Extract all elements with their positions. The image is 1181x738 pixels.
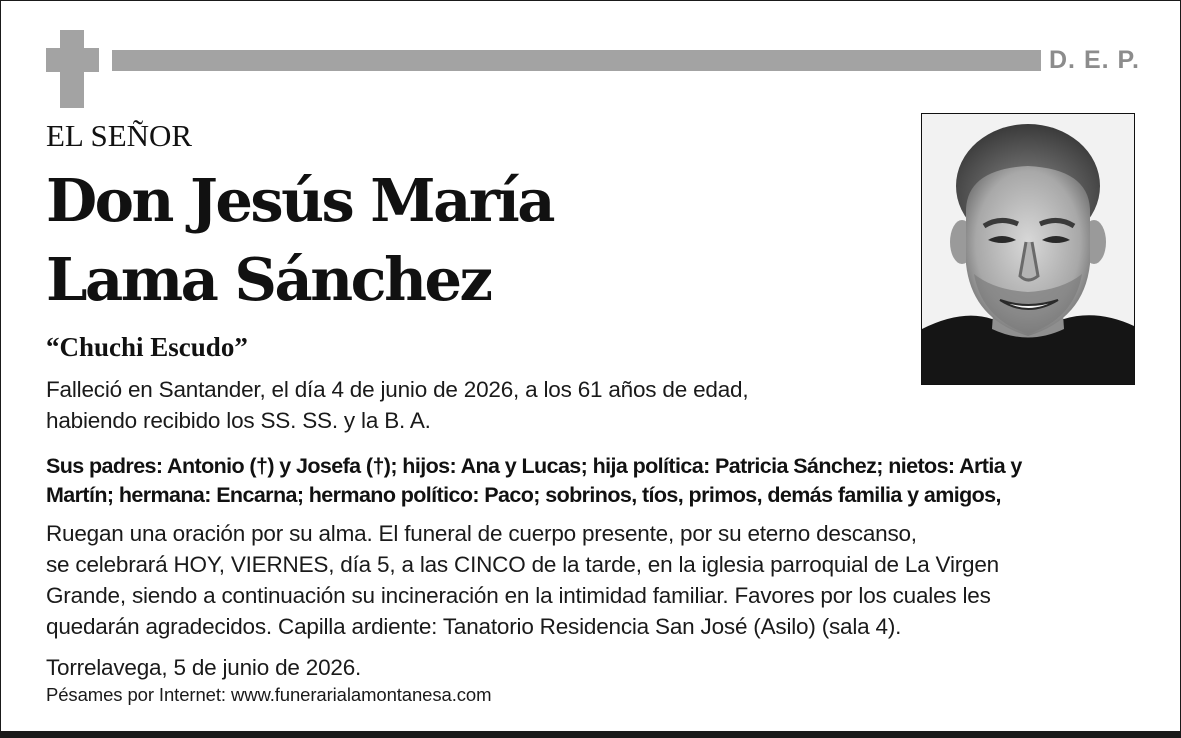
place-and-date: Torrelavega, 5 de junio de 2026.: [46, 655, 362, 680]
deceased-name-line-1: Don Jesús María: [46, 166, 554, 235]
honorific-title: EL SEÑOR: [46, 118, 193, 153]
family-list-line-1: Sus padres: Antonio (†) y Josefa (†); hijos: Ana y Lucas; hija política: Patricia Sánchez; nietos: Artia y: [46, 454, 1022, 478]
cross-icon-arm: [46, 48, 99, 72]
funeral-text-line-4: quedarán agradecidos. Capilla ardiente: Tanatorio Residencia San José (Asilo) (sala 4).: [46, 614, 902, 639]
dep-label: D. E. P.: [1049, 46, 1140, 74]
portrait-image: [922, 114, 1134, 384]
bottom-rule: [0, 731, 1181, 738]
deceased-name-line-2: Lama Sánchez: [46, 245, 491, 314]
condolences-web-line: Pésames por Internet: www.funerarialamontanesa.com: [46, 684, 492, 705]
death-announcement-line-1: Falleció en Santander, el día 4 de junio de 2026, a los 61 años de edad,: [46, 377, 749, 402]
death-announcement-line-2: habiendo recibido los SS. SS. y la B. A.: [46, 408, 431, 433]
funeral-text-line-3: Grande, siendo a continuación su incineración en la intimidad familiar. Favores por los cuales les: [46, 583, 991, 608]
family-list-line-2: Martín; hermana: Encarna; hermano político: Paco; sobrinos, tíos, primos, demás familia y amigos,: [46, 483, 1001, 507]
deceased-nickname: “Chuchi Escudo”: [46, 332, 248, 362]
funeral-text-line-1: Ruegan una oración por su alma. El funeral de cuerpo presente, por su eterno descanso,: [46, 521, 917, 546]
portrait-photo: [921, 113, 1135, 385]
header-bar: [112, 50, 1041, 71]
funeral-text-line-2: se celebrará HOY, VIERNES, día 5, a las CINCO de la tarde, en la iglesia parroquial de La Virgen: [46, 552, 999, 577]
